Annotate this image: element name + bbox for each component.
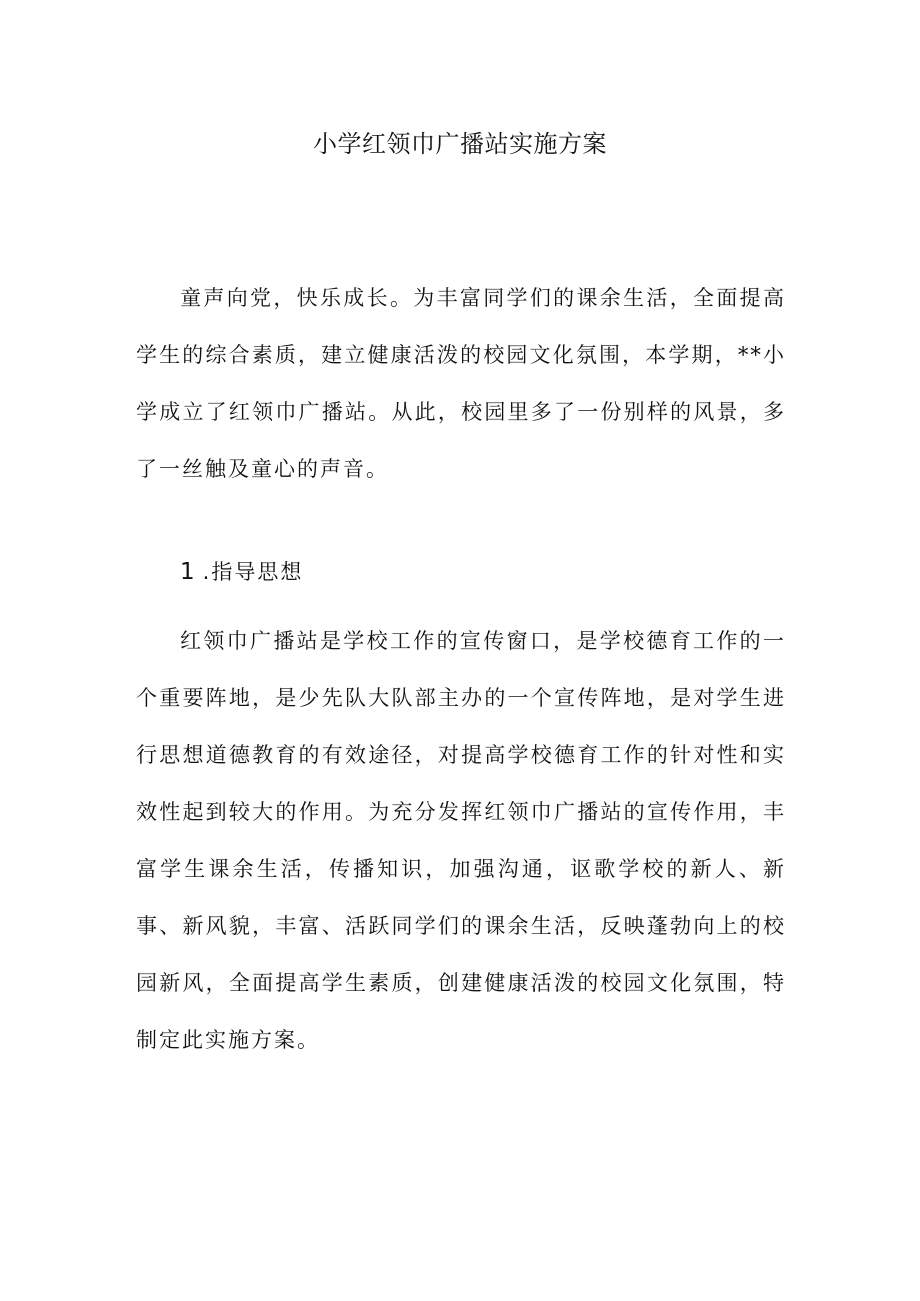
document-title: 小学红领巾广播站实施方案 — [313, 130, 607, 158]
section-heading-text: .指导思想 — [202, 560, 304, 584]
section-heading-guiding-ideology — [180, 544, 303, 601]
guiding-ideology-paragraph: 红领巾广播站是学校工作的宣传窗口，是学校德育工作的一个重要阵地，是少先队大队部主办的一个宣传阵地，是对学生进行思想道德教育的有效途径，对提高学校德育工作的针对性和实效性起到较大的作用。为充分发挥红领巾广播站的宣传作用，丰富学生课余生活，传播知识，加强沟通，讴歌学校的新人、新事、新风貌，丰富、活跃同学们的课余生活，反映蓬勃向上的校园新风，全面提高学生素质，创建健康活泼的校园文化氛围，特制定此实施方案。 — [136, 629, 786, 1052]
intro-paragraph: 童声向党，快乐成长。为丰富同学们的课余生活，全面提高学生的综合素质，建立健康活泼的校园文化氛围，本学期，**小学成立了红领巾广播站。从此，校园里多了一份别样的风景，多了一丝触及童心的声音。 — [136, 286, 786, 481]
section-number: 1 — [180, 559, 197, 585]
